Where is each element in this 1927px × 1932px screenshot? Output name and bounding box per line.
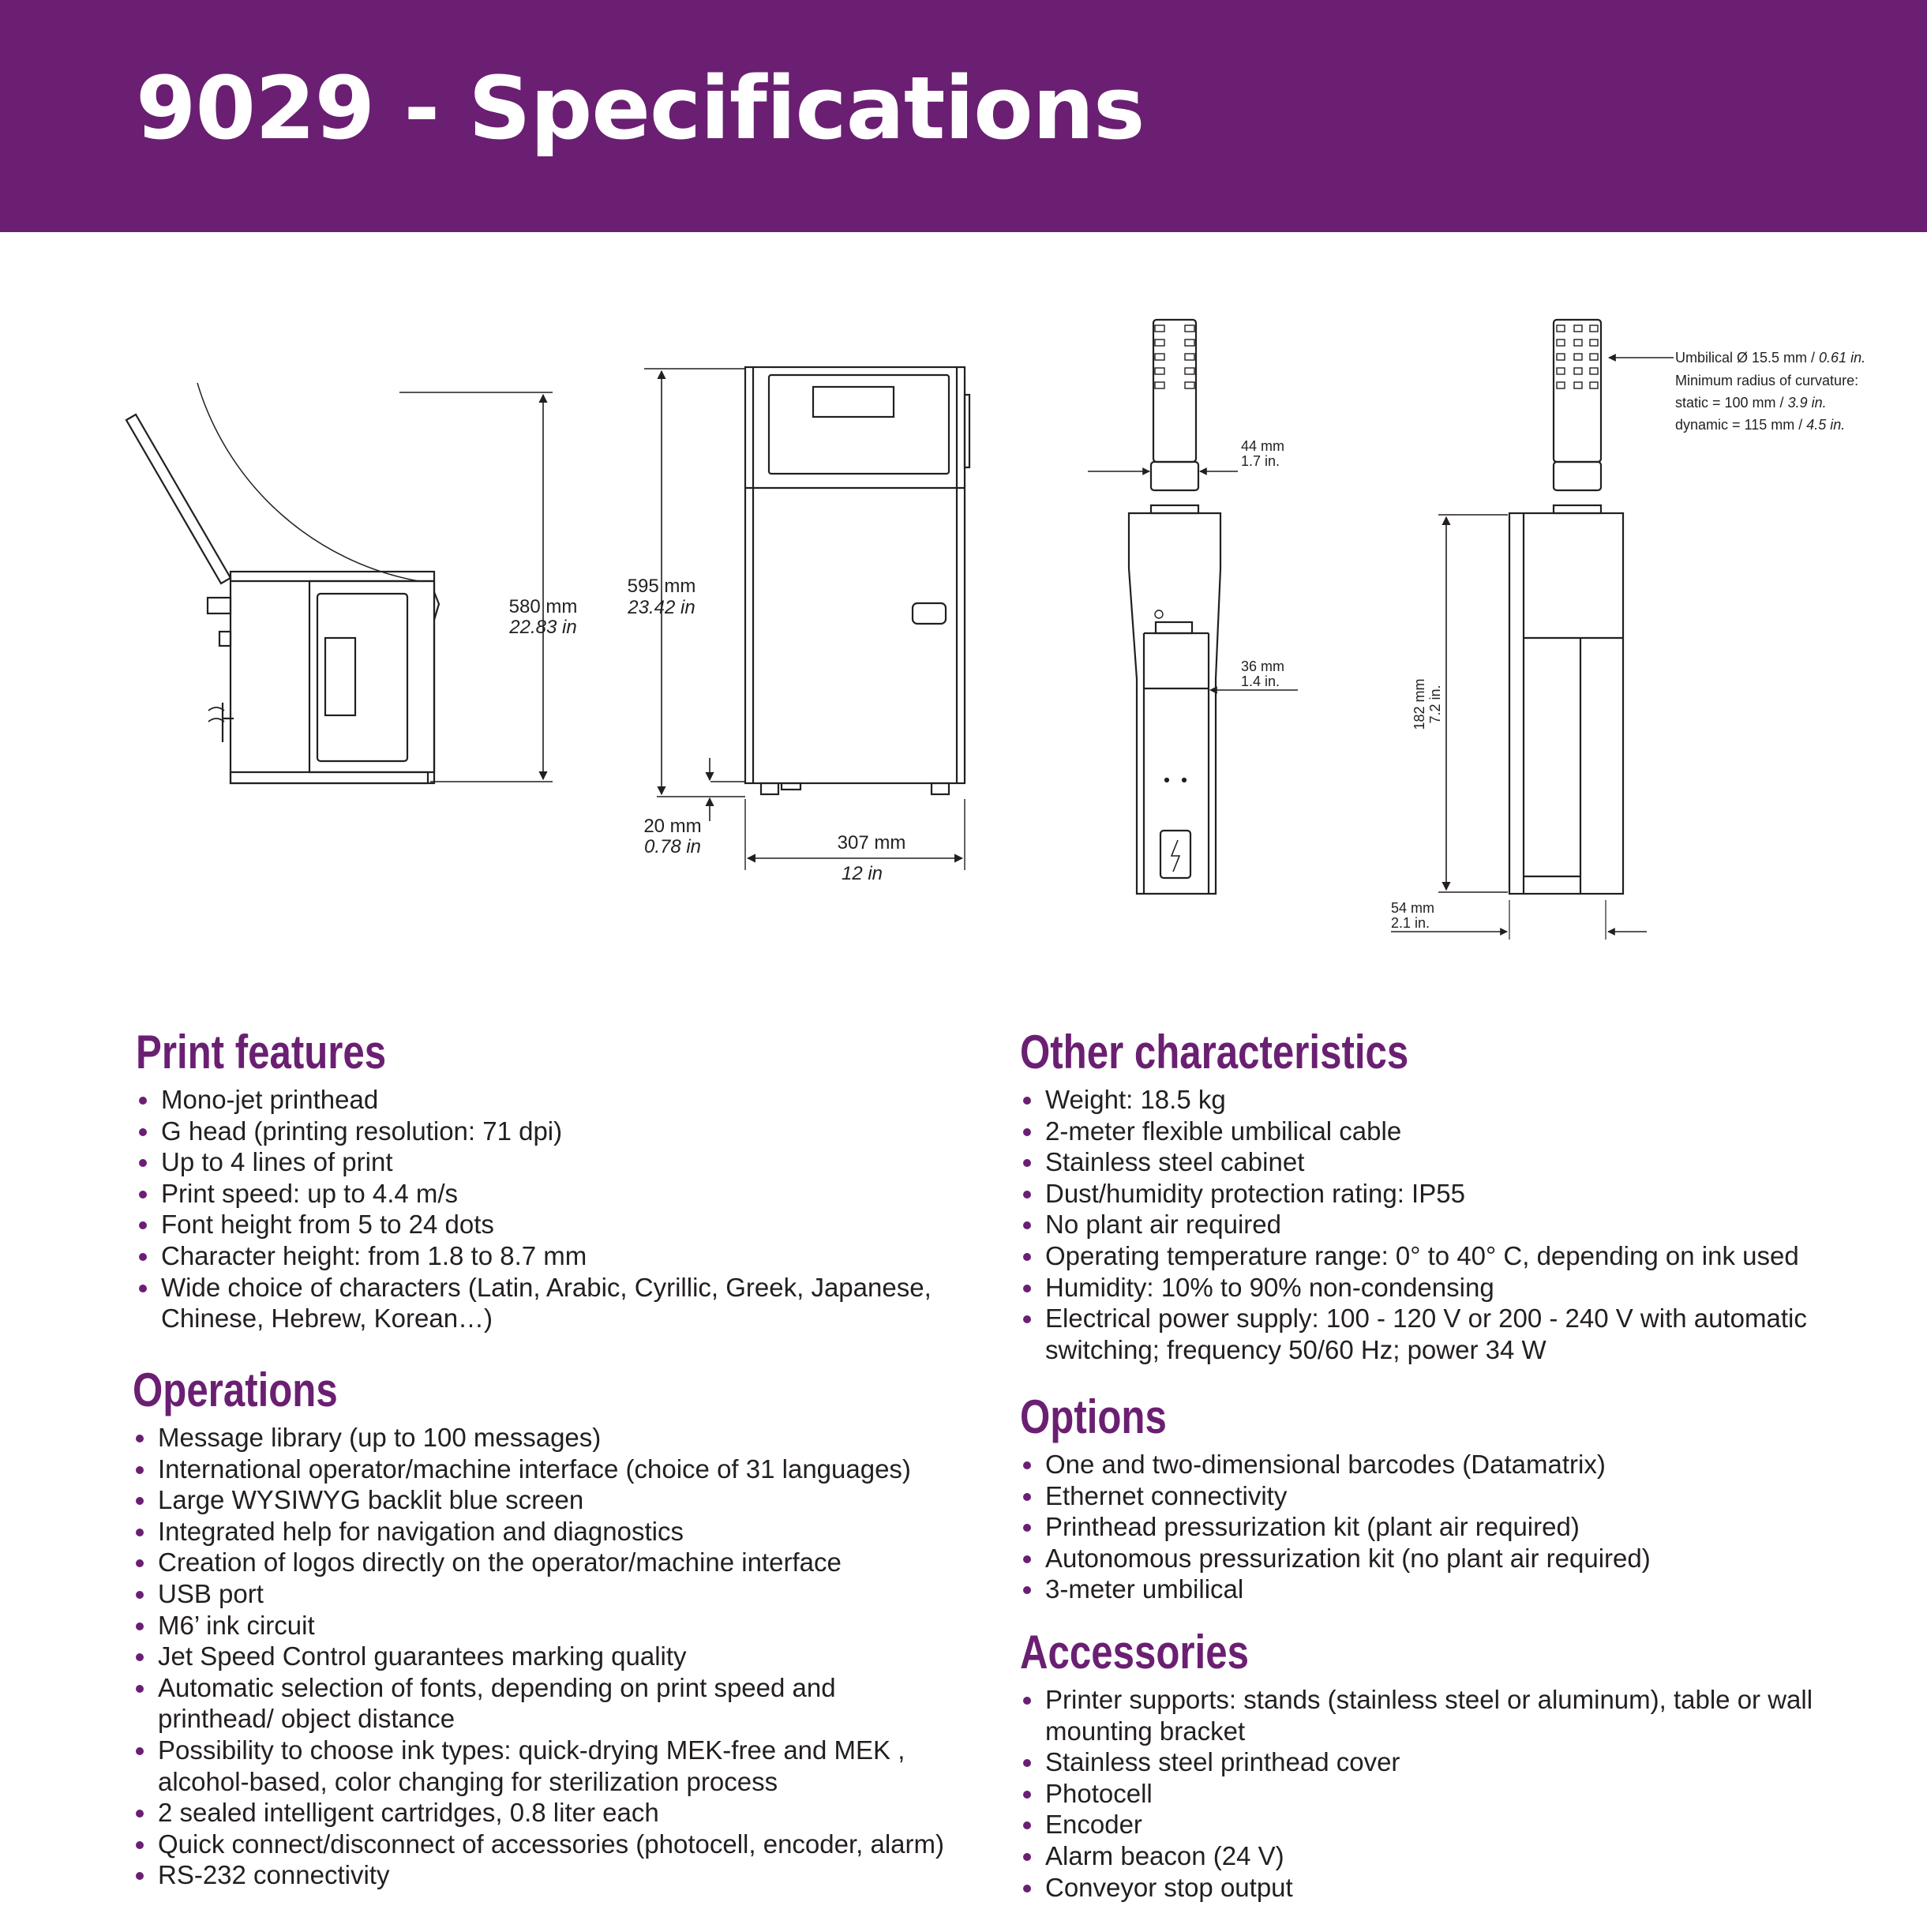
- print-features-list: [136, 1084, 941, 1334]
- list-item: RS-232 connectivity: [133, 1859, 946, 1891]
- other-characteristics-list: [1020, 1084, 1817, 1365]
- list-item: G head (printing resolution: 71 dpi): [136, 1116, 941, 1147]
- list-item: Automatic selection of fonts, depending on print speed and printhead/ object distance: [133, 1672, 946, 1735]
- list-item: Operating temperature range: 0° to 40° C, depending on ink used: [1020, 1240, 1817, 1272]
- list-item: Print speed: up to 4.4 m/s: [136, 1178, 941, 1210]
- list-item: Autonomous pressurization kit (no plant air required): [1020, 1543, 1817, 1574]
- list-item: 3-meter umbilical: [1020, 1574, 1817, 1605]
- list-item: Jet Speed Control guarantees marking quality: [133, 1641, 946, 1672]
- printhead-side-drawing: [1391, 320, 1865, 940]
- list-item: Large WYSIWYG backlit blue screen: [133, 1484, 946, 1516]
- options-list: [1020, 1449, 1817, 1605]
- list-item: International operator/machine interface (choice of 31 languages): [133, 1454, 946, 1485]
- header-banner: [0, 0, 1927, 232]
- list-item: Stainless steel printhead cover: [1020, 1746, 1817, 1778]
- page-title: 9029 - Specifications: [136, 58, 1145, 159]
- front-width-in: 12 in: [841, 863, 883, 884]
- list-item: Quick connect/disconnect of accessories (photocell, encoder, alarm): [133, 1829, 946, 1860]
- head-height-mm: 182 mm: [1412, 678, 1427, 730]
- umbilical-width-mm: 44 mm: [1241, 438, 1285, 454]
- list-item: Printer supports: stands (stainless steel or aluminum), table or wall mounting bracket: [1020, 1684, 1817, 1746]
- list-item: Creation of logos directly on the operator/machine interface: [133, 1547, 946, 1578]
- front-height-in: 23.42 in: [628, 597, 695, 618]
- technical-drawings: [0, 237, 1927, 963]
- operations-section: [133, 1363, 946, 1891]
- list-item: Stainless steel cabinet: [1020, 1146, 1817, 1178]
- foot-height-in: 0.78 in: [643, 836, 702, 857]
- list-item: Ethernet connectivity: [1020, 1480, 1817, 1512]
- list-item: Humidity: 10% to 90% non-condensing: [1020, 1272, 1817, 1304]
- list-item: Font height from 5 to 24 dots: [136, 1209, 941, 1240]
- list-item: Printhead pressurization kit (plant air required): [1020, 1511, 1817, 1543]
- front-height-mm: 595 mm: [627, 576, 696, 597]
- list-item: 2-meter flexible umbilical cable: [1020, 1116, 1817, 1147]
- list-item: Integrated help for navigation and diagnostics: [133, 1516, 946, 1547]
- list-item: Electrical power supply: 100 - 120 V or 200 - 240 V with automatic switching; frequency 50/60 Hz; power 34 W: [1020, 1303, 1817, 1365]
- dynamic-radius-note: dynamic = 115 mm / 4.5 in.: [1675, 417, 1846, 433]
- umbilical-width-in: 1.7 in.: [1241, 453, 1280, 469]
- list-item: Alarm beacon (24 V): [1020, 1840, 1817, 1872]
- list-item: Possibility to choose ink types: quick-drying MEK-free and MEK , alcohol-based, color changing for sterilization process: [133, 1735, 946, 1797]
- front-width-mm: 307 mm: [837, 832, 906, 853]
- other-characteristics-section: [1020, 1025, 1817, 1365]
- side-height-in: 22.83 in: [509, 617, 577, 638]
- list-item: Mono-jet printhead: [136, 1084, 941, 1116]
- list-item: Wide choice of characters (Latin, Arabic, Cyrillic, Greek, Japanese, Chinese, Hebrew, Korean…): [136, 1272, 941, 1334]
- list-item: Up to 4 lines of print: [136, 1146, 941, 1178]
- accessories-list: [1020, 1684, 1817, 1903]
- list-item: Conveyor stop output: [1020, 1872, 1817, 1904]
- head-height-in: 7.2 in.: [1427, 685, 1443, 724]
- foot-height-mm: 20 mm: [643, 816, 702, 837]
- umbilical-note: Umbilical Ø 15.5 mm / 0.61 in.: [1675, 350, 1866, 366]
- operations-heading: Operations: [133, 1364, 338, 1416]
- body-width-mm: 36 mm: [1241, 658, 1285, 674]
- list-item: Message library (up to 100 messages): [133, 1422, 946, 1454]
- head-depth-mm: 54 mm: [1391, 900, 1435, 916]
- list-item: M6’ ink circuit: [133, 1610, 946, 1641]
- options-heading: Options: [1020, 1390, 1167, 1443]
- options-section: [1020, 1390, 1817, 1605]
- list-item: Photocell: [1020, 1778, 1817, 1810]
- list-item: Character height: from 1.8 to 8.7 mm: [136, 1240, 941, 1272]
- other-characteristics-heading: Other characteristics: [1020, 1026, 1409, 1079]
- print-features-section: [136, 1025, 941, 1334]
- side-view-drawing: [126, 383, 577, 783]
- accessories-section: [1020, 1625, 1817, 1903]
- side-height-mm: 580 mm: [508, 596, 578, 617]
- front-view-drawing: [627, 367, 969, 884]
- list-item: Dust/humidity protection rating: IP55: [1020, 1178, 1817, 1210]
- list-item: Weight: 18.5 kg: [1020, 1084, 1817, 1116]
- list-item: No plant air required: [1020, 1209, 1817, 1240]
- list-item: Encoder: [1020, 1809, 1817, 1840]
- body-width-in: 1.4 in.: [1241, 673, 1280, 689]
- list-item: 2 sealed intelligent cartridges, 0.8 liter each: [133, 1797, 946, 1829]
- accessories-heading: Accessories: [1020, 1626, 1249, 1679]
- list-item: One and two-dimensional barcodes (Datamatrix): [1020, 1449, 1817, 1480]
- list-item: USB port: [133, 1578, 946, 1610]
- curvature-note: Minimum radius of curvature:: [1675, 373, 1859, 388]
- head-depth-in: 2.1 in.: [1391, 915, 1430, 931]
- operations-list: [133, 1422, 946, 1891]
- printhead-front-drawing: [1088, 320, 1298, 894]
- static-radius-note: static = 100 mm / 3.9 in.: [1675, 395, 1827, 411]
- print-features-heading: Print features: [136, 1026, 387, 1079]
